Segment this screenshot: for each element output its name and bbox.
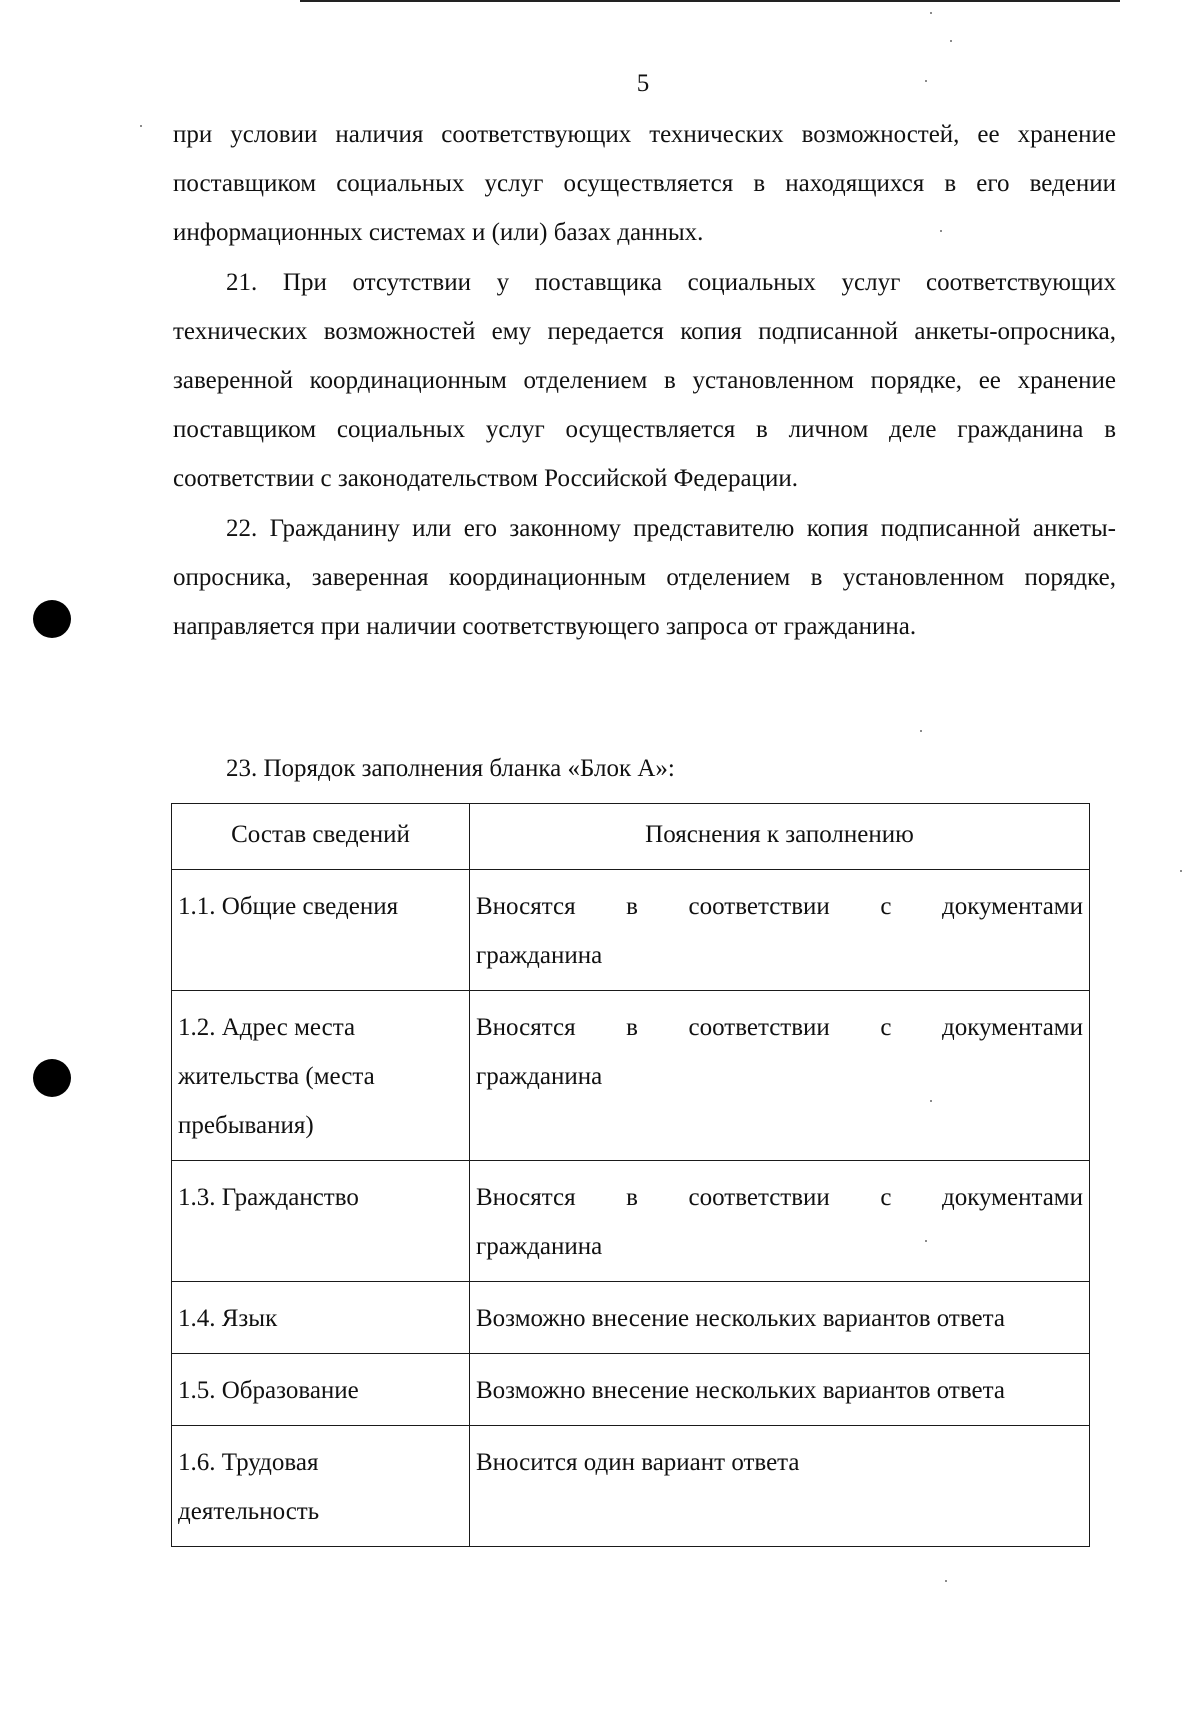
row-item: 1.4. Язык: [172, 1282, 470, 1354]
row-note: [470, 1282, 1090, 1354]
row-item: 1.6. Трудовая деятельность: [172, 1426, 470, 1547]
table-header-row: [172, 804, 1090, 870]
row-item: 1.3. Гражданство: [172, 1161, 470, 1282]
table-row: [172, 1161, 1090, 1282]
scan-speck: [945, 1580, 947, 1582]
table-row: [172, 1354, 1090, 1426]
paragraph-23-table-intro: 23. Порядок заполнения бланка «Блок А»:: [226, 755, 675, 782]
scan-speck: [940, 230, 942, 232]
row-item: 1.5. Образование: [172, 1354, 470, 1426]
table-row: [172, 1282, 1090, 1354]
row-note-line: Возможно внесение нескольких вариантов ответа: [476, 1377, 1005, 1404]
table-row: [172, 870, 1090, 991]
scan-speck: [950, 40, 952, 42]
row-note-line: гражданина: [476, 1233, 603, 1260]
table-row: [172, 991, 1090, 1161]
header-explanations: Пояснения к заполнению: [470, 804, 1090, 870]
row-note-line: гражданина: [476, 942, 603, 969]
row-note-line: гражданина: [476, 1063, 603, 1090]
body-text: [173, 110, 1116, 651]
block-a-fill-table: [171, 803, 1090, 1547]
punch-hole-mark: [33, 1059, 71, 1097]
row-note-line: Вносятся в соответствии с документами: [476, 893, 1083, 920]
row-note: [470, 991, 1090, 1161]
paragraph-22: 22. Гражданину или его законному представителю копия подписанной анкеты-опросника, заверенная координационным отделением в установленном порядке, направляется при наличии соответствующего запроса от гражданина.: [173, 514, 1116, 641]
scan-speck: [925, 1240, 927, 1242]
table-row: [172, 1426, 1090, 1547]
scan-speck: [920, 730, 922, 732]
scan-speck: [140, 125, 142, 127]
row-item: 1.1. Общие сведения: [172, 870, 470, 991]
scan-speck: [925, 80, 927, 82]
paragraph-21: 21. При отсутствии у поставщика социальных услуг соответствующих технических возможностей ему передается копия подписанной анкеты-опросника, заверенной координационным отделением в установленном порядке, ее хранение поставщиком социальных услуг осуществляется в личном деле гражданина в соответствии с законодательством Российской Федерации.: [173, 268, 1116, 493]
scan-speck: [930, 12, 932, 14]
row-note: [470, 1354, 1090, 1426]
scan-speck: [930, 1100, 932, 1102]
row-note: [470, 1161, 1090, 1282]
scan-speck: [1180, 870, 1182, 872]
page-number: 5: [636, 70, 650, 97]
row-note-line: Вносятся в соответствии с документами: [476, 1014, 1083, 1041]
row-note-line: Вносятся в соответствии с документами: [476, 1184, 1083, 1211]
paragraph-continuation: при условии наличия соответствующих технических возможностей, ее хранение поставщиком социальных услуг осуществляется в находящихся в его ведении информационных системах и (или) базах данных.: [173, 121, 1116, 247]
punch-hole-mark: [33, 600, 71, 638]
row-note: [470, 1426, 1090, 1547]
row-item: 1.2. Адрес места жительства (места пребывания): [172, 991, 470, 1161]
row-note-line: Вносится один вариант ответа: [476, 1449, 800, 1476]
top-edge-rule: [300, 0, 1120, 2]
header-composition: Состав сведений: [172, 804, 470, 870]
row-note: [470, 870, 1090, 991]
row-note-line: Возможно внесение нескольких вариантов ответа: [476, 1305, 1005, 1332]
